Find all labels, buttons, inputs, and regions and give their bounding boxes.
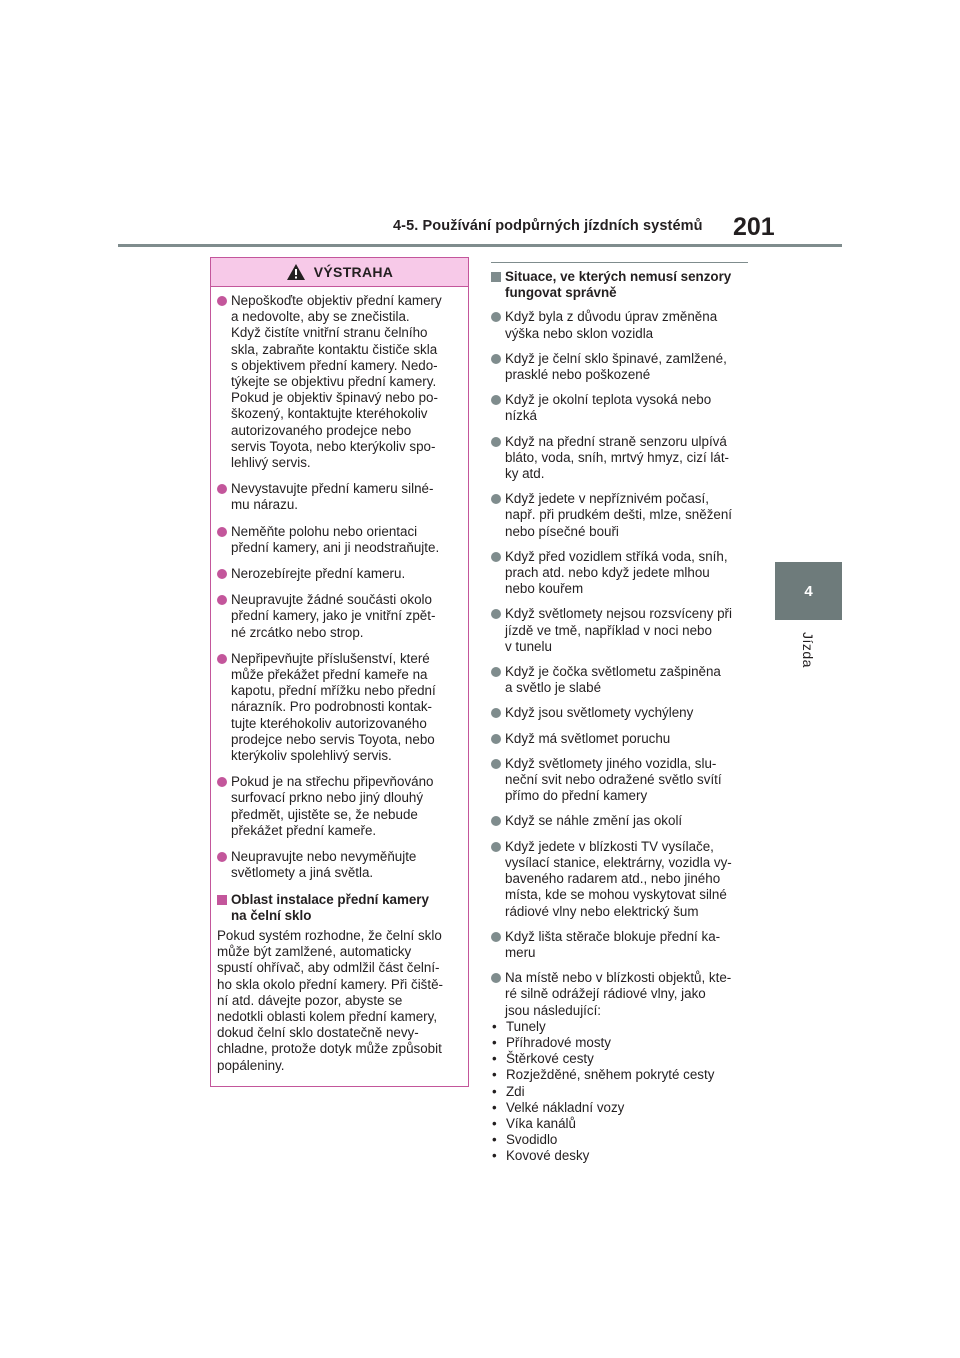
bullet-dot-icon: [491, 932, 501, 942]
bullet-dot-icon: [491, 734, 501, 744]
warning-box: [210, 257, 469, 1087]
warning-item: Nevystavujte přední kameru silné- mu nárazu.: [217, 481, 460, 513]
bullet-dot-icon: [491, 759, 501, 769]
warning-item: Neupravujte žádné součásti okolo přední kamery, jako je vnitřní zpět- né zrcátko nebo strop.: [217, 592, 460, 641]
bullet-dot-icon: [491, 708, 501, 718]
bullet-dot-icon: [491, 667, 501, 677]
list-item: • Příhradové mosty: [492, 1034, 611, 1050]
condition-item: Když na přední straně senzoru ulpívá bláto, voda, sníh, mrtvý hmyz, cizí lát- ky atd.: [491, 434, 749, 483]
square-bullet-icon: [491, 272, 501, 282]
condition-item: Když byla z důvodu úprav změněna výška nebo sklon vozidla: [491, 309, 749, 341]
conditions-column: [491, 262, 749, 1165]
bullet-dot-icon: [217, 777, 227, 787]
warning-triangle-icon: [286, 263, 306, 281]
condition-item: Když je čelní sklo špinavé, zamlžené, prasklé nebo poškozené: [491, 351, 749, 383]
warning-item: Pokud je na střechu připevňováno surfovací prkno nebo jiný dlouhý předmět, ujistěte se, že nebude překážet přední kameře.: [217, 774, 460, 839]
warning-item: Nepoškoďte objektiv přední kamery a nedovolte, aby se znečistila. Když čistíte vnitřní stranu čelního skla, zabraňte kontaktu čističe skla s objektivem přední kamery. Nedo- týkejte se objektivu přední kamery. Pokud je objektiv špinavý nebo po- škozený, kontaktujte kteréhokoliv autorizovaného prodejce nebo servis Toyota, nebo kterýkoliv spo- lehlivý servis.: [217, 293, 460, 471]
list-item: • Víka kanálů: [492, 1115, 576, 1131]
bullet-dot-icon: [217, 484, 227, 494]
warning-item: Nepřipevňujte příslušenství, které může překážet přední kameře na kapotu, přední mřížku nebo přední nárazník. Pro podrobnosti kontak- tujte kteréhokoliv autorizovaného prodejce nebo servis Toyota, nebo kterýkoliv spolehlivý servis.: [217, 651, 460, 764]
condition-item: Když světlomety jiného vozidla, slu- neční svit nebo odražené světlo svítí přímo do přední kamery: [491, 756, 749, 805]
list-item: • Kovové desky: [492, 1148, 590, 1164]
conditions-divider: [491, 262, 748, 263]
bullet-dot-icon: [491, 552, 501, 562]
bullet-dot-icon: [217, 296, 227, 306]
condition-item: Když jedete v nepříznivém počasí, např. při prudkém dešti, mlze, sněžení nebo písečné bouři: [491, 491, 749, 540]
list-item: • Rozježděné, sněhem pokryté cesty: [492, 1067, 715, 1083]
bullet-dot-icon: [491, 354, 501, 364]
section-title: 4-5. Používání podpůrných jízdních systémů: [393, 218, 703, 234]
bullet-dot-icon: [491, 842, 501, 852]
bullet-dot-icon: [491, 312, 501, 322]
bullet-dot-icon: [491, 494, 501, 504]
reflective-objects-list: [492, 1019, 749, 1165]
bullet-dot-icon: [217, 527, 227, 537]
warning-item: Neměňte polohu nebo orientaci přední kamery, ani ji neodstraňujte.: [217, 524, 460, 556]
list-item: • Štěrkové cesty: [492, 1051, 594, 1067]
bullet-dot-icon: [491, 816, 501, 826]
bullet-dot-icon: [491, 437, 501, 447]
list-item: • Zdi: [492, 1083, 525, 1099]
subsection-text: Pokud systém rozhodne, že čelní sklo může být zamlžené, automaticky spustí ohřívač, aby odmlžil část čelní- ho skla okolo přední kamery. Při čiště- ní atd. dávejte pozor, abyste se nedotkli oblasti kolem přední kamery, dokud čelní sklo dostatečně nevy- chladne, protože dotyk může způsobit popáleniny.: [217, 927, 443, 1073]
bullet-dot-icon: [217, 654, 227, 664]
chapter-tab: [775, 562, 842, 620]
condition-item: Když je okolní teplota vysoká nebo nízká: [491, 392, 749, 424]
warning-item: Neupravujte nebo nevyměňujte světlomety a jiná světla.: [217, 849, 460, 881]
condition-item: Na místě nebo v blízkosti objektů, kte- ré silně odrážejí rádiové vlny, jako jsou následující:: [491, 970, 749, 1019]
warning-title: VÝSTRAHA: [313, 264, 394, 280]
condition-item: Když jsou světlomety vychýleny: [491, 705, 749, 721]
page-number: 201: [733, 213, 775, 241]
condition-item: Když světlomety nejsou rozsvíceny při jízdě ve tmě, například v noci nebo v tunelu: [491, 606, 749, 655]
list-item: • Velké nákladní vozy: [492, 1099, 625, 1115]
condition-item: Když jedete v blízkosti TV vysílače, vysílací stanice, elektrárny, vozidla vy- baveného radarem atd., nebo jiného místa, kde se mohou vyskytovat silné rádiové vlny nebo elektrický šum: [491, 839, 749, 920]
condition-item: Když má světlomet poruchu: [491, 731, 749, 747]
condition-item: Když lišta stěrače blokuje přední ka- meru: [491, 929, 749, 961]
warning-header: [211, 258, 468, 287]
condition-item: Když před vozidlem stříká voda, sníh, prach atd. nebo když jedete mlhou nebo kouřem: [491, 549, 749, 598]
chapter-label: Jízda: [800, 632, 816, 668]
bullet-dot-icon: [217, 595, 227, 605]
list-item: • Svodidlo: [492, 1132, 558, 1148]
condition-item: Když je čočka světlometu zašpiněna a světlo je slabé: [491, 664, 749, 696]
chapter-number: 4: [804, 582, 813, 600]
bullet-dot-icon: [217, 569, 227, 579]
bullet-dot-icon: [491, 973, 501, 983]
warning-body: [211, 287, 468, 1074]
square-bullet-icon: [217, 895, 227, 905]
conditions-heading: Situace, ve kterých nemusí senzory fungovat správně: [491, 269, 749, 301]
header-divider: [118, 244, 842, 247]
bullet-dot-icon: [217, 852, 227, 862]
warning-item: Nerozebírejte přední kameru.: [217, 566, 460, 582]
subsection-heading: Oblast instalace přední kamery na čelní sklo: [217, 892, 460, 924]
bullet-dot-icon: [491, 395, 501, 405]
condition-item: Když se náhle změní jas okolí: [491, 813, 749, 829]
list-item: • Tunely: [492, 1018, 546, 1034]
bullet-dot-icon: [491, 609, 501, 619]
